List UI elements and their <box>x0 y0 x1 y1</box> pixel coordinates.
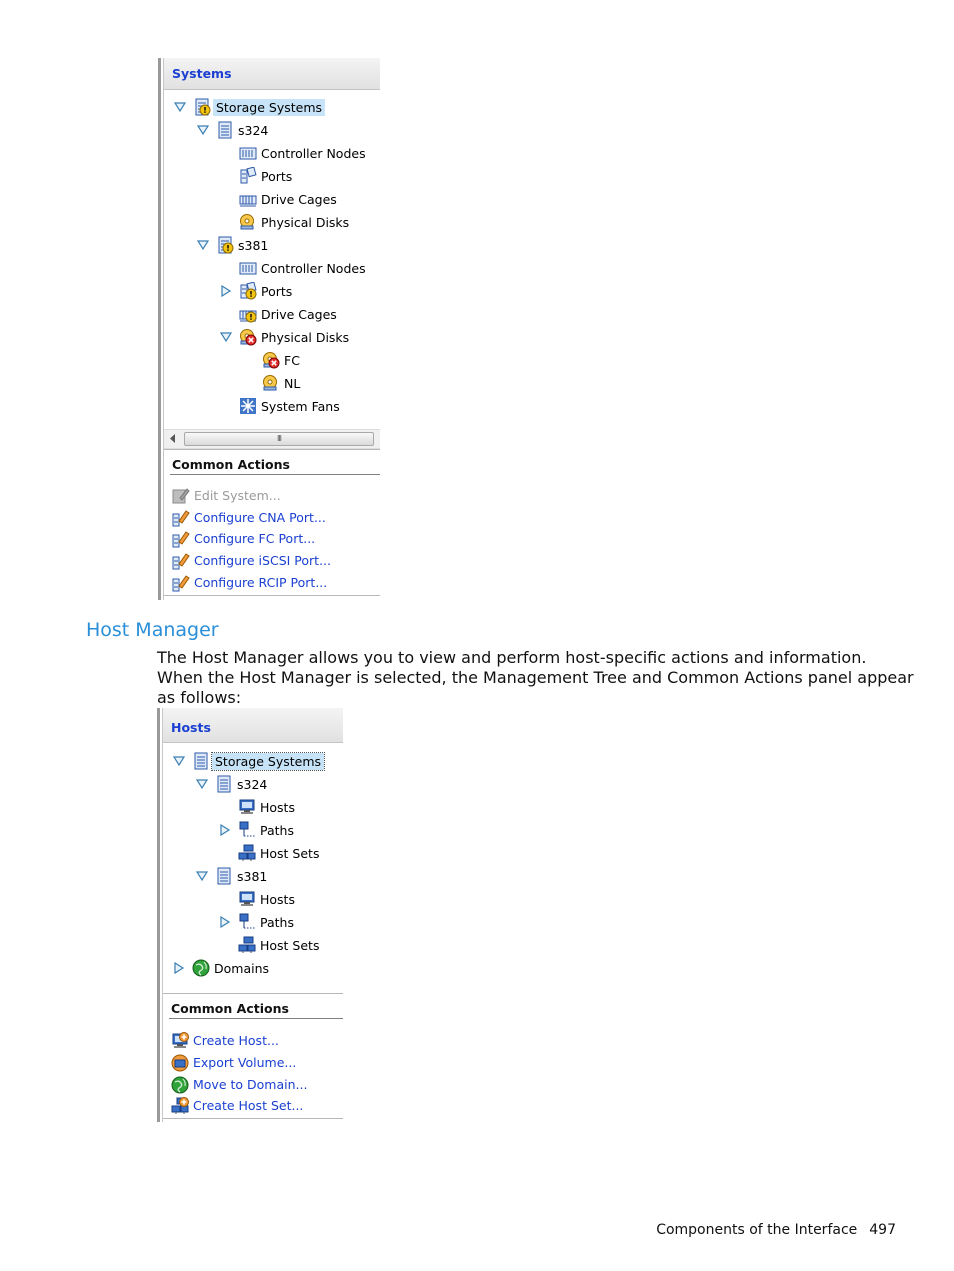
common-actions-underline <box>170 474 380 475</box>
configure-fc-port-action[interactable] <box>172 528 315 549</box>
tree-item-s324[interactable] <box>196 773 267 795</box>
create-host-action[interactable] <box>171 1030 279 1051</box>
common-actions-title: Common Actions <box>172 457 290 472</box>
configure-port-icon <box>172 552 190 570</box>
tree-item-hosts[interactable] <box>238 888 295 910</box>
collapse-arrow-icon[interactable] <box>174 101 186 113</box>
tree-item-label: Drive Cages <box>261 191 337 207</box>
tree-item-s381[interactable] <box>197 234 268 256</box>
create-host-icon <box>171 1032 189 1050</box>
action-label: Edit System... <box>194 488 281 503</box>
tree-item-storage-systems[interactable] <box>174 96 325 118</box>
configure-port-icon <box>172 530 190 548</box>
collapse-arrow-icon[interactable] <box>173 755 185 767</box>
collapse-arrow-icon[interactable] <box>196 778 208 790</box>
fan-icon <box>239 397 257 415</box>
hosts-panel-body <box>162 708 343 1122</box>
tree-item-label: Domains <box>214 960 270 976</box>
tree-item-physical-disks[interactable] <box>239 211 349 233</box>
path-icon <box>238 821 256 839</box>
tree-item-label: s381 <box>238 237 269 253</box>
action-label: Create Host... <box>193 1033 279 1048</box>
page-number: 497 <box>869 1222 896 1238</box>
tree-item-label: Host Sets <box>260 937 320 953</box>
tree-item-controller-nodes[interactable] <box>239 142 366 164</box>
tree-item-label: Ports <box>261 168 293 184</box>
host-set-icon <box>238 844 256 862</box>
tree-item-system-fans[interactable] <box>239 395 340 417</box>
globe-icon <box>171 1076 189 1094</box>
scrollbar-grip: III <box>276 434 282 443</box>
configure-port-icon <box>172 574 190 592</box>
tree-item-label: Storage Systems <box>212 753 324 770</box>
tree-item-label: Drive Cages <box>261 306 337 322</box>
tree-item-label: s324 <box>237 776 268 792</box>
ports-icon <box>239 167 257 185</box>
tree-item-label: Hosts <box>260 891 295 907</box>
action-label: Configure RCIP Port... <box>194 575 328 590</box>
panel-divider <box>164 449 380 450</box>
tree-item-label: s381 <box>237 868 268 884</box>
tree-item-physical-disks[interactable] <box>220 326 349 348</box>
panel-divider <box>163 993 343 994</box>
tree-item-label: s324 <box>238 122 269 138</box>
tree-item-ports[interactable] <box>239 165 292 187</box>
export-volume-action[interactable] <box>171 1052 296 1073</box>
server-icon <box>215 867 233 885</box>
tree-item-label: Host Sets <box>260 845 320 861</box>
tree-item-drive-cages[interactable] <box>239 188 337 210</box>
systems-panel-body <box>163 58 380 600</box>
expand-arrow-icon[interactable] <box>220 285 232 297</box>
horizontal-scrollbar[interactable] <box>164 429 380 449</box>
collapse-arrow-icon[interactable] <box>220 331 232 343</box>
tree-item-label: Paths <box>260 822 294 838</box>
tree-item-ports[interactable] <box>220 280 292 302</box>
tree-item-label: Controller Nodes <box>261 145 366 161</box>
collapse-arrow-icon[interactable] <box>197 239 209 251</box>
physical-disks-icon <box>239 213 257 231</box>
action-label: Configure FC Port... <box>194 531 316 546</box>
paragraph-text: The Host Manager allows you to view and perform host-specific actions and information. When the Host Manager is selected, the Management Tree and Common Actions panel appear as follows: <box>157 648 914 707</box>
tree-item-label: Physical Disks <box>261 214 350 230</box>
section-paragraph <box>157 648 917 708</box>
host-icon <box>238 890 256 908</box>
disk-error-icon <box>262 351 280 369</box>
collapse-arrow-icon[interactable] <box>197 124 209 136</box>
panel-bottom-border <box>164 595 380 596</box>
tree-item-s381[interactable] <box>196 865 267 887</box>
ports-warning-icon <box>239 282 257 300</box>
tree-item-label: Storage Systems <box>213 99 325 116</box>
tree-item-hosts[interactable] <box>238 796 295 818</box>
systems-panel-title: Systems <box>172 66 232 81</box>
tree-item-label: System Fans <box>261 398 340 414</box>
configure-cna-port-action[interactable] <box>172 507 326 528</box>
move-to-domain-action[interactable] <box>171 1074 307 1095</box>
tree-item-label: Paths <box>260 914 294 930</box>
systems-panel-header <box>164 58 380 90</box>
hosts-panel <box>157 708 343 1122</box>
tree-item-nl[interactable] <box>262 372 300 394</box>
tree-item-paths[interactable] <box>219 911 294 933</box>
tree-item-controller-nodes[interactable] <box>239 257 366 279</box>
footer-text: Components of the Interface <box>656 1222 858 1238</box>
systems-panel <box>158 58 380 600</box>
action-label: Export Volume... <box>193 1055 297 1070</box>
export-volume-icon <box>171 1054 189 1072</box>
tree-item-host-sets[interactable] <box>238 842 319 864</box>
edit-icon <box>172 487 190 505</box>
tree-item-label: Hosts <box>260 799 295 815</box>
configure-rcip-port-action[interactable] <box>172 572 327 593</box>
create-host-set-icon <box>171 1097 189 1115</box>
collapse-arrow-icon[interactable] <box>196 870 208 882</box>
host-icon <box>238 798 256 816</box>
action-label: Configure iSCSI Port... <box>194 553 331 568</box>
path-icon <box>238 913 256 931</box>
tree-item-label: Controller Nodes <box>261 260 366 276</box>
tree-item-label: Ports <box>261 283 293 299</box>
common-actions-underline <box>169 1018 343 1019</box>
tree-item-paths[interactable] <box>219 819 294 841</box>
tree-item-label: FC <box>284 352 300 368</box>
edit-system-action[interactable] <box>172 485 281 506</box>
drive-cages-warning-icon <box>239 305 257 323</box>
configure-port-icon <box>172 509 190 527</box>
globe-icon <box>192 959 210 977</box>
controller-nodes-icon <box>239 144 257 162</box>
storage-warning-icon <box>193 98 211 116</box>
tree-item-label: NL <box>284 375 301 391</box>
controller-nodes-icon <box>239 259 257 277</box>
tree-item-s324[interactable] <box>197 119 268 141</box>
hosts-panel-header <box>163 708 343 743</box>
disk-icon <box>262 374 280 392</box>
action-label: Move to Domain... <box>193 1077 308 1092</box>
panel-bottom-border <box>163 1118 343 1119</box>
page-footer <box>656 1222 896 1238</box>
storage-icon <box>192 752 210 770</box>
scroll-left-icon[interactable] <box>170 434 176 443</box>
create-host-set-action[interactable] <box>171 1095 303 1116</box>
tree-item-fc[interactable] <box>262 349 300 371</box>
action-label: Configure CNA Port... <box>194 510 326 525</box>
tree-item-drive-cages[interactable] <box>239 303 337 325</box>
expand-arrow-icon[interactable] <box>173 962 185 974</box>
common-actions-title: Common Actions <box>171 1001 289 1016</box>
host-set-icon <box>238 936 256 954</box>
drive-cages-icon <box>239 190 257 208</box>
expand-arrow-icon[interactable] <box>219 824 231 836</box>
scrollbar-thumb[interactable] <box>184 432 374 446</box>
tree-item-host-sets[interactable] <box>238 934 319 956</box>
server-icon <box>215 775 233 793</box>
section-heading: Host Manager <box>86 619 219 641</box>
server-warning-icon <box>216 236 234 254</box>
hosts-panel-title: Hosts <box>171 720 211 735</box>
configure-iscsi-port-action[interactable] <box>172 550 331 571</box>
tree-item-storage-systems[interactable] <box>173 750 324 772</box>
tree-item-label: Physical Disks <box>261 329 350 345</box>
physical-disks-error-icon <box>239 328 257 346</box>
tree-item-domains[interactable] <box>173 957 269 979</box>
action-label: Create Host Set... <box>193 1098 304 1113</box>
expand-arrow-icon[interactable] <box>219 916 231 928</box>
server-icon <box>216 121 234 139</box>
